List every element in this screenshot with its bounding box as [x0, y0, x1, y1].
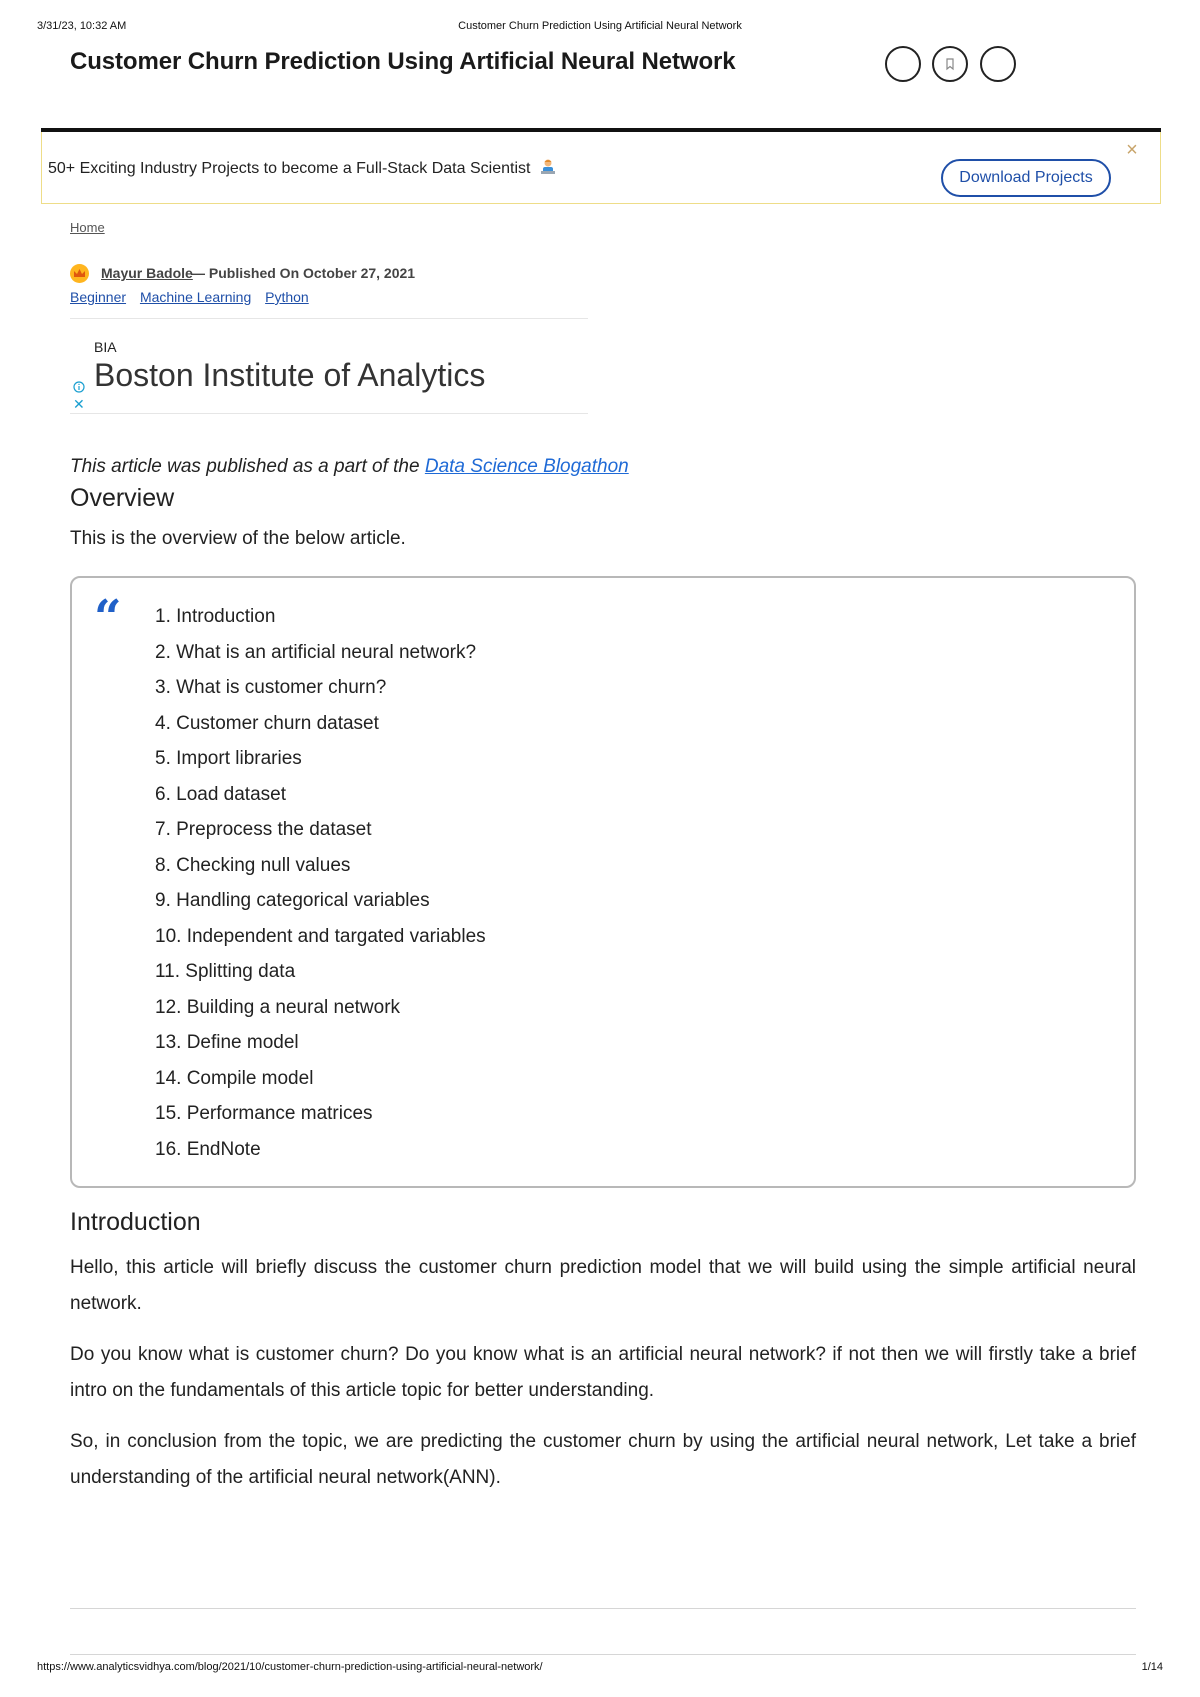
blogathon-note: [70, 456, 629, 478]
toc-item: 14. Compile model: [155, 1067, 314, 1089]
toc-list: [155, 606, 486, 1174]
print-url: https://www.analyticsvidhya.com/blog/2021/10/customer-churn-prediction-using-artificial-neural-network/: [37, 1661, 543, 1673]
crown-icon: [73, 268, 86, 279]
tag-machine-learning[interactable]: Machine Learning: [139, 289, 252, 305]
published-date: — Published On October 27, 2021: [191, 265, 416, 281]
article-actions: [885, 46, 1020, 86]
comment-button[interactable]: [980, 46, 1016, 82]
promo-banner: [41, 132, 1161, 204]
content-divider: [70, 1608, 1136, 1609]
ad-info-icon[interactable]: [73, 381, 85, 393]
tag-python[interactable]: Python: [265, 289, 309, 305]
download-projects-button[interactable]: Download Projects: [941, 159, 1111, 197]
ad-banner[interactable]: [70, 318, 588, 414]
content-divider: [70, 1654, 1136, 1655]
print-doc-title: Customer Churn Prediction Using Artificial Neural Network: [458, 20, 742, 32]
overview-heading: Overview: [70, 484, 175, 512]
toc-item: 2. What is an artificial neural network?: [155, 641, 477, 663]
close-icon[interactable]: ×: [1126, 139, 1138, 161]
breadcrumb-home[interactable]: Home: [70, 220, 105, 235]
share-button[interactable]: [885, 46, 921, 82]
overview-text: This is the overview of the below article.: [70, 528, 406, 549]
table-of-contents: [70, 576, 1136, 1188]
toc-item: 15. Performance matrices: [155, 1103, 373, 1124]
promo-text: [48, 158, 557, 178]
page-number: 1/14: [1141, 1661, 1163, 1673]
article-title: Customer Churn Prediction Using Artificial Neural Network: [70, 48, 736, 75]
toc-item: 5. Import libraries: [155, 748, 302, 769]
avatar[interactable]: [70, 264, 89, 283]
toc-item: 6. Load dataset: [155, 783, 286, 805]
ad-kicker: BIA: [94, 339, 117, 355]
technologist-emoji-icon: [539, 158, 557, 176]
tag-list: [70, 289, 319, 305]
quote-icon: “: [94, 590, 122, 646]
toc-item: 1. Introduction: [155, 606, 276, 627]
toc-item: 8. Checking null values: [155, 854, 351, 876]
toc-item: 3. What is customer churn?: [155, 677, 387, 698]
toc-item: 10. Independent and targated variables: [155, 925, 486, 947]
intro-paragraph-2: Do you know what is customer churn? Do you know what is an artificial neural network? if not then we will firstly take a brief intro on the fundamentals of this article topic for better understanding.: [70, 1344, 1136, 1401]
tag-beginner[interactable]: Beginner: [70, 289, 127, 305]
toc-item: 4. Customer churn dataset: [155, 712, 379, 734]
intro-paragraph-3: So, in conclusion from the topic, we are predicting the customer churn by using the artificial neural network, Let take a brief understanding of the artificial neural network(ANN).: [70, 1431, 1136, 1488]
blogathon-link[interactable]: Data Science Blogathon: [424, 456, 629, 477]
ad-close-icon[interactable]: ✕: [73, 396, 85, 412]
ad-title[interactable]: Boston Institute of Analytics: [94, 357, 486, 393]
toc-item: 16. EndNote: [155, 1138, 261, 1160]
print-datetime: 3/31/23, 10:32 AM: [37, 20, 127, 32]
intro-paragraph-1: Hello, this article will briefly discuss the customer churn prediction model that we will build using the simple artificial neural network.: [70, 1257, 1136, 1314]
print-footer: [37, 1661, 1163, 1677]
promo-text-label: 50+ Exciting Industry Projects to become a Full-Stack Data Scientist: [48, 160, 531, 177]
toc-item: 12. Building a neural network: [155, 996, 401, 1018]
blogathon-prefix: This article was published as a part of the: [70, 456, 425, 477]
author-name-link[interactable]: Mayur Badole: [101, 265, 193, 281]
toc-item: 9. Handling categorical variables: [155, 890, 430, 911]
toc-item: 7. Preprocess the dataset: [155, 819, 372, 840]
toc-item: 13. Define model: [155, 1032, 299, 1053]
toc-item: 11. Splitting data: [155, 961, 296, 982]
introduction-heading: Introduction: [70, 1208, 201, 1236]
bookmark-icon: [943, 57, 957, 71]
print-header: [37, 20, 1163, 36]
bookmark-button[interactable]: [932, 46, 968, 82]
